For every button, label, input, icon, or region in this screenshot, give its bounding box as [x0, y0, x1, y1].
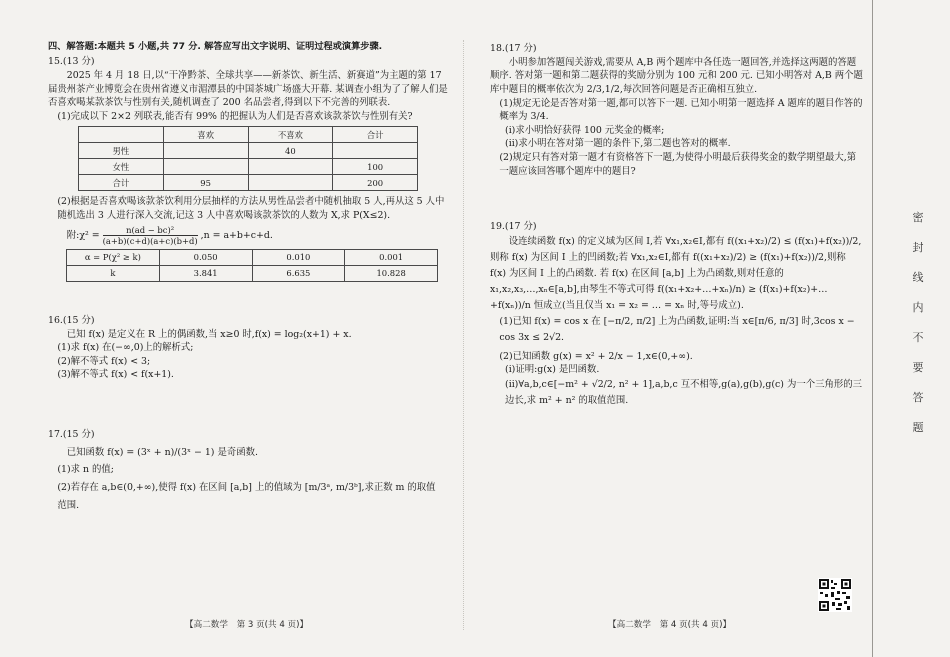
table-cell: 合计 [79, 175, 164, 191]
seal-char: 封 [912, 241, 924, 254]
seal-char: 内 [912, 301, 924, 314]
column-divider [463, 40, 464, 630]
seal-char: 题 [912, 421, 924, 434]
table-cell: 男性 [79, 143, 164, 159]
q19-part1: (1)已知 f(x) = cos x 在 [−π/2, π/2] 上为凸函数,证明:当 x∈[π/6, π/3] 时,3cos x − cos 3x ≤ 2√2. [499, 315, 855, 343]
seal-line-notice [911, 210, 925, 450]
q18-part2: (2)规定只有答对第一题才有资格答下一题,为使得小明最后获得奖金的数学期望最大,第一题应该回答哪个题库中的题目? [499, 152, 857, 177]
seal-char: 密 [912, 211, 924, 224]
seal-char: 线 [912, 271, 924, 284]
q15-header: 15.(13 分) [48, 56, 95, 68]
right-column [490, 40, 863, 409]
q16-part3: (3)解不等式 f(x) < f(x+1). [57, 369, 174, 381]
table-cell: 10.828 [345, 265, 438, 281]
table-cell: 100 [333, 159, 418, 175]
q17-part2: (2)若存在 a,b∈(0,+∞),使得 f(x) 在区间 [a,b] 上的值域为 [m/3ᵃ, m/3ᵇ],求正数 m 的取值 [57, 481, 436, 493]
table-cell [248, 159, 333, 175]
q19-intro: 设连续函数 f(x) 的定义域为区间 I,若 ∀x₁,x₂∈I,都有 f((x₁+x₂)/2) ≤ (f(x₁)+f(x₂))/2,则称 f(x) 为区间 I 上的凹函数;若 ∀x₁,x₂∈I,都有 f((x₁+x₂)/2) ≥ (f(x₁)+f(x₂))/2,则称 f(x) 为区间 I 上的凸函数. 若 f(x) 在区间 [a,b] 上为凸函数,则对任意的 x₁,x₂,x₃,…,xₙ∈[a,b],由琴生不等式可得 f((x₁+x₂+…+xₙ)/n) ≥ (f(x₁)+f(x₂)+…+f(xₙ))/n 恒成立(当且仅当 x₁ = x₂ = … = xₙ 时,等号成立). [490, 235, 862, 311]
table-cell: 0.010 [252, 249, 345, 265]
q15-part1: (1)完成以下 2×2 列联表,能否有 99% 的把握认为人们是否喜欢该款茶饮与性别有关? [57, 110, 413, 122]
table-cell [163, 159, 248, 175]
left-column [48, 40, 448, 512]
table-cell: 6.635 [252, 265, 345, 281]
table-cell [163, 143, 248, 159]
q18-part1: (1)规定无论是否答对第一题,都可以答下一题. 已知小明第一题选择 A 题库的题目作答的概率为 3/4. [499, 97, 863, 123]
table-cell: 不喜欢 [248, 127, 333, 143]
table-row [79, 143, 418, 159]
q18-intro: 小明参加答题闯关游戏,需要从 A,B 两个题库中各任选一题回答,并选择这两题的答题顺序. 答对第一题和第二题获得的奖励分别为 100 元和 200 元. 已知小明答对 A,B 两个题库中题目的概率依次为 2/3,1/2,每次回答问题是否正确相互独立. [490, 56, 863, 95]
binding-margin [872, 0, 950, 657]
q19-part2-ii: (ⅱ)∀a,b,c∈[−m² + √2/2, n² + 1],a,b,c 互不相等,g(a),g(b),g(c) 为一个三角形的三边长,求 m² + n² 的取值范围. [505, 379, 862, 406]
table-cell: 200 [333, 175, 418, 191]
table-cell: 95 [163, 175, 248, 191]
q17-header: 17.(15 分) [48, 429, 95, 440]
q15-part2: (2)根据是否喜欢喝该款茶饮利用分层抽样的方法从男性品尝者中随机抽取 5 人,再从这 5 人中随机选出 3 人进行深入交流,记这 3 人中喜欢喝该款茶饮的人数为 X,求 P(X≤2). [57, 196, 445, 222]
table-cell [79, 127, 164, 143]
q16-intro: 已知 f(x) 是定义在 R 上的偶函数,当 x≥0 时,f(x) = log₂(x+1) + x. [66, 328, 352, 340]
page-footer-right: 【高二数学 第 4 页(共 4 页)】 [608, 619, 732, 630]
formula-suffix: ,n = a+b+c+d. [200, 229, 273, 241]
table-row [67, 249, 438, 265]
contingency-table [78, 126, 418, 191]
qr-code-icon [818, 578, 852, 612]
q17-intro: 已知函数 f(x) = (3ˣ + n)/(3ˣ − 1) 是奇函数. [66, 446, 258, 458]
table-cell: α = P(χ² ≥ k) [67, 249, 160, 265]
seal-char: 答 [912, 391, 924, 404]
q17-part2-cont: 范围. [57, 499, 80, 511]
formula-numerator: n(ad − bc)² [103, 225, 198, 236]
table-cell: 3.841 [159, 265, 252, 281]
table-cell [248, 175, 333, 191]
seal-char: 要 [912, 361, 924, 374]
q18-header: 18.(17 分) [490, 43, 537, 54]
q19-header: 19.(17 分) [490, 221, 537, 233]
q16-part2: (2)解不等式 f(x) < 3; [57, 355, 151, 367]
q16-header: 16.(15 分) [48, 314, 95, 326]
page-footer-left: 【高二数学 第 3 页(共 4 页)】 [185, 619, 309, 630]
q15-intro: 2025 年 4 月 18 日,以“干净黔茶、全球共享——新茶饮、新生活、新赛道”为主题的第 17 届贵州茶产业博览会在贵州省遵义市湄潭县的中国茶城广场盛大开幕. 某调查小组为了了解人们是否喜欢喝某款茶饮与性别有关,随机调查了 200 名品尝者,得到以下不完善的列联表. [48, 69, 448, 109]
chi-square-formula [48, 225, 448, 246]
q18-part1-i: (ⅰ)求小明恰好获得 100 元奖金的概率; [505, 124, 665, 136]
table-row [79, 175, 418, 191]
table-cell: 合计 [333, 127, 418, 143]
critical-value-table [66, 249, 438, 282]
formula-prefix: 附:χ² = [66, 229, 100, 241]
q17-part1: (1)求 n 的值; [57, 464, 114, 476]
table-cell: 女性 [79, 159, 164, 175]
table-cell: 0.001 [345, 249, 438, 265]
table-cell: 0.050 [159, 249, 252, 265]
q19-part2: (2)已知函数 g(x) = x² + 2/x − 1,x∈(0,+∞). [499, 350, 693, 362]
q18-part1-ii: (ⅱ)求小明在答对第一题的条件下,第二题也答对的概率. [505, 138, 731, 150]
formula-denominator: (a+b)(c+d)(a+c)(b+d) [102, 235, 198, 246]
seal-char: 不 [912, 331, 924, 344]
table-row [67, 265, 438, 281]
table-row [79, 159, 418, 175]
table-cell: 喜欢 [163, 127, 248, 143]
table-cell: 40 [248, 143, 333, 159]
q16-part1: (1)求 f(x) 在(−∞,0)上的解析式; [57, 342, 194, 354]
table-header-row [79, 127, 418, 143]
table-cell [333, 143, 418, 159]
section-heading: 四、解答题:本题共 5 小题,共 77 分. 解答应写出文字说明、证明过程或演算步骤. [48, 41, 383, 52]
q19-part2-i: (ⅰ)证明:g(x) 是凹函数. [505, 364, 600, 376]
table-cell: k [67, 265, 160, 281]
